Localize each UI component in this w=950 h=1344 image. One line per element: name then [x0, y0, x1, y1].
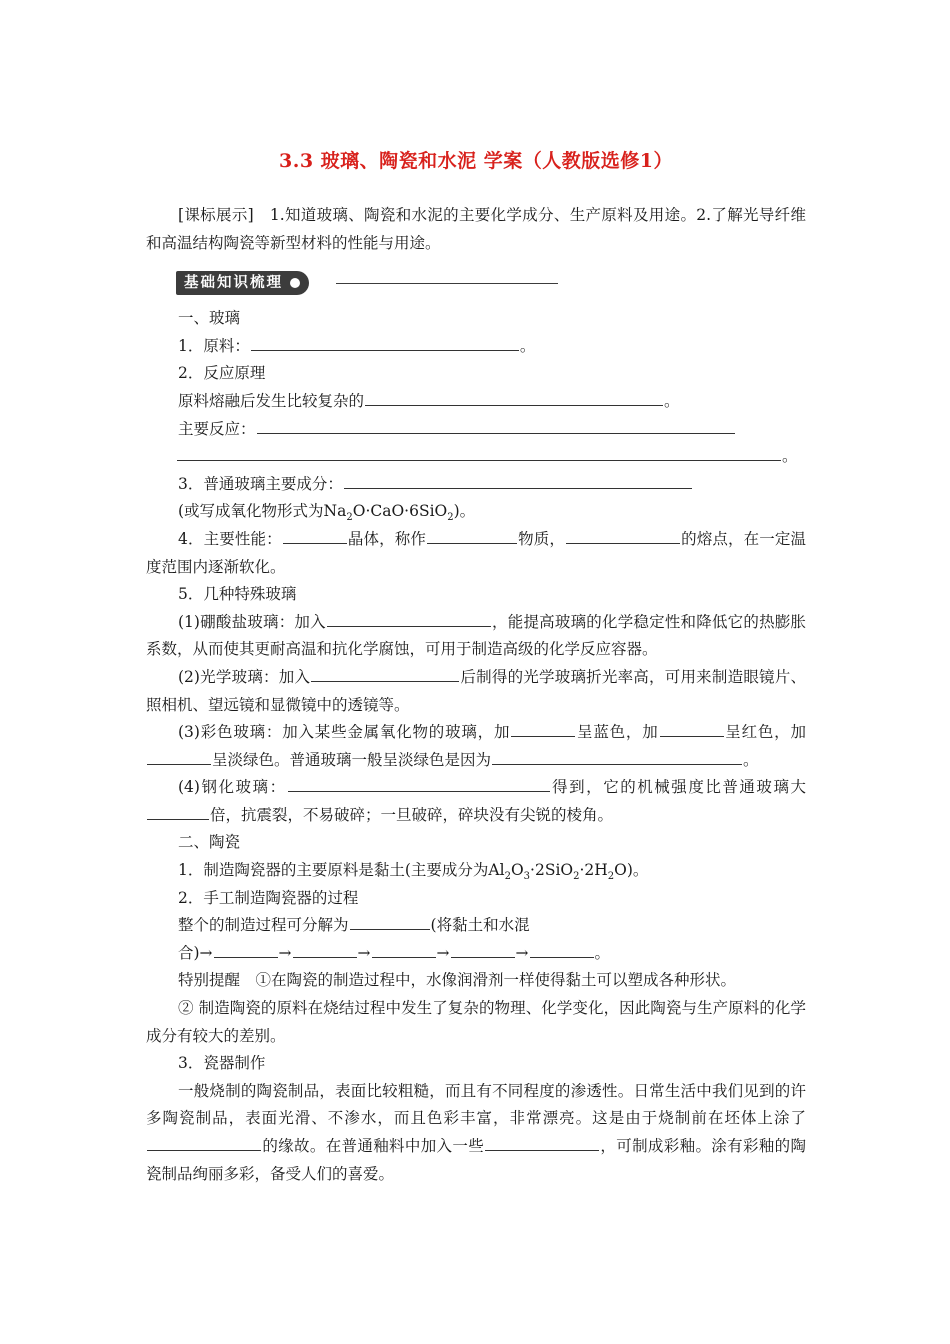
document-title: 3.3 玻璃、陶瓷和水泥 学案（人教版选修1）	[278, 150, 673, 172]
banner-label: 基础知识梳理	[184, 275, 283, 292]
section-banner	[146, 263, 806, 305]
banner-rule	[336, 283, 558, 284]
colored-blank-blue[interactable]	[511, 721, 575, 737]
principle-line1-text: 原料熔融后发生比较复杂的	[178, 391, 365, 410]
raw-materials-blank[interactable]	[251, 335, 519, 351]
clay-mid-1: O	[510, 861, 524, 880]
process-blank-4[interactable]	[451, 942, 515, 958]
principle-main-reaction-cont	[146, 443, 806, 471]
process-blank-5[interactable]	[530, 942, 594, 958]
porcelain-heading: 3．瓷器制作	[178, 1054, 266, 1073]
colored-c: 呈红色，加	[724, 723, 806, 742]
tempered-blank-method[interactable]	[288, 776, 550, 792]
process-line1	[146, 912, 806, 940]
glass-composition	[146, 471, 806, 499]
reminder-tag: 特别提醒	[178, 971, 241, 990]
glass-oxide-form	[146, 498, 806, 526]
properties-a: 4．主要性能：	[178, 529, 282, 548]
colored-b: 呈蓝色，加	[576, 723, 659, 742]
properties-blank-2[interactable]	[427, 528, 517, 544]
clay-sub-1: 2	[504, 871, 511, 883]
process-heading: 2．手工制造陶瓷器的过程	[178, 888, 359, 907]
main-reaction-blank-1[interactable]	[257, 418, 735, 434]
tempered-glass	[146, 774, 806, 829]
process-line2-end: 。	[594, 943, 611, 962]
oxide-form-mid: O·CaO·6SiO	[352, 502, 448, 521]
clay-sub-2: 3	[523, 871, 531, 883]
special-glass-heading: 5．几种特殊玻璃	[178, 585, 297, 604]
process-line1-a: 整个的制造过程可分解为	[178, 916, 349, 935]
colored-e: 。	[743, 750, 759, 769]
borosilicate-glass	[146, 609, 806, 664]
ceramic-heading: 二、陶瓷	[178, 833, 241, 852]
process-line1-b: (将黏土和水混	[430, 916, 530, 935]
properties-blank-1[interactable]	[283, 528, 347, 544]
borosilicate-blank[interactable]	[327, 611, 491, 627]
process-line2-a: 合)→	[178, 943, 213, 962]
intro-tag: [课标展示]	[178, 206, 254, 224]
clay-mid-2: ·2SiO	[530, 861, 574, 880]
borosilicate-a: (1)硼酸盐玻璃：加入	[178, 612, 326, 631]
process-blank-2[interactable]	[293, 942, 357, 958]
porcelain-a: 一般烧制的陶瓷制品，表面比较粗糙，而且有不同程度的渗透性。日常生活中我们见到的许多陶瓷制品，表面光滑、不渗水，而且色彩丰富，非常漂亮。这是由于烧制前在坯体上涂了	[146, 1081, 806, 1128]
colored-a: (3)彩色玻璃：加入某些金属氧化物的玻璃，加	[178, 723, 511, 742]
process-blank-1[interactable]	[214, 942, 278, 958]
borosilicate-b: ，能提高玻璃的化学稳定性和降低它的热膨胀系数，从而使其更耐高温和抗化学腐蚀，可用于制造高级的化学反应容器。	[146, 612, 806, 659]
curriculum-intro	[146, 202, 806, 257]
oxide-sub-na: 2	[346, 512, 353, 524]
process-blank-3[interactable]	[372, 942, 436, 958]
process-arrow-2: →	[357, 943, 371, 962]
composition-blank[interactable]	[344, 473, 692, 489]
glass-properties	[146, 526, 806, 581]
colored-blank-green[interactable]	[147, 749, 211, 765]
optical-glass	[146, 664, 806, 719]
glass-heading: 一、玻璃	[178, 309, 241, 328]
colored-blank-red[interactable]	[660, 721, 724, 737]
banner-dot-icon	[290, 278, 300, 288]
process-arrow-1: →	[278, 943, 292, 962]
clay-mid-3: ·2H	[579, 861, 608, 880]
porcelain-text	[146, 1078, 806, 1188]
process-line2	[146, 940, 806, 968]
main-reaction-end: 。	[782, 447, 798, 466]
principle-heading: 2．反应原理	[178, 364, 266, 383]
optical-a: (2)光学玻璃：加入	[178, 667, 311, 686]
raw-materials-end: 。	[519, 336, 536, 355]
properties-blank-3[interactable]	[566, 528, 680, 544]
process-arrow-3: →	[436, 943, 450, 962]
oxide-form-pre: (或写成氧化物形式为Na	[178, 502, 347, 521]
glass-raw-materials	[146, 333, 806, 361]
main-reaction-label: 主要反应：	[178, 419, 256, 438]
principle-line1	[146, 388, 806, 416]
principle-main-reaction	[146, 416, 806, 444]
optical-blank[interactable]	[311, 666, 459, 682]
tempered-b: 得到，它的机械强度比普通玻璃大	[550, 778, 806, 797]
reminder-one-text: ①在陶瓷的制造过程中，水像润滑剂一样使得黏土可以塑成各种形状。	[255, 971, 737, 990]
reminder-one	[146, 967, 806, 995]
colored-glass	[146, 719, 806, 774]
porcelain-blank-additive[interactable]	[485, 1135, 599, 1151]
properties-b: 晶体，称作	[347, 529, 426, 548]
optical-b: 后制得的光学玻璃折光率高，可用来制造眼镜片、照相机、望远镜和显微镜中的透镜等。	[146, 667, 806, 714]
colored-blank-reason[interactable]	[492, 749, 742, 765]
colored-d: 呈淡绿色。普通玻璃一般呈淡绿色是因为	[212, 750, 492, 769]
composition-label: 3．普通玻璃主要成分：	[178, 474, 343, 493]
clay-sub-4: 2	[607, 871, 615, 883]
principle-reaction-blank[interactable]	[365, 390, 663, 406]
reminder-two: ② 制造陶瓷的原料在烧结过程中发生了复杂的物理、化学变化，因此陶瓷与生产原料的化学成分有较大的差别。	[146, 999, 806, 1045]
oxide-sub-si: 2	[447, 512, 454, 524]
raw-materials-label: 1．原料：	[178, 336, 250, 355]
main-reaction-blank-2[interactable]	[177, 445, 781, 461]
principle-line1-end: 。	[664, 391, 680, 410]
tempered-blank-times[interactable]	[147, 804, 209, 820]
porcelain-blank-glaze[interactable]	[147, 1135, 261, 1151]
banner-label-box	[176, 271, 309, 295]
tempered-c: 倍，抗震裂，不易破碎；一旦破碎，碎块没有尖锐的棱角。	[210, 805, 614, 824]
properties-c: 物质，	[517, 529, 565, 548]
porcelain-c: ，可制成彩釉。涂有彩釉的陶瓷制品绚丽多彩，备受人们的喜爱。	[146, 1137, 806, 1183]
process-blank-0[interactable]	[350, 914, 430, 930]
document-body	[146, 202, 806, 1188]
tempered-a: (4)钢化玻璃：	[178, 778, 287, 797]
porcelain-b: 的缘故。在普通釉料中加入一些	[262, 1137, 485, 1155]
properties-d: 的熔点，在一定温度范围内逐渐软化。	[146, 529, 806, 576]
oxide-form-end: )。	[453, 502, 476, 521]
process-arrow-4: →	[515, 943, 529, 962]
intro-text: 1.知道玻璃、陶瓷和水泥的主要化学成分、生产原料及用途。2.了解光导纤维和高温结构陶瓷等新型材料的性能与用途。	[146, 206, 806, 252]
ceramic-clay	[146, 857, 806, 885]
clay-pre: 1．制造陶瓷器的主要原料是黏土(主要成分为Al	[178, 861, 505, 880]
clay-sub-3: 2	[573, 871, 580, 883]
clay-end: O)。	[614, 861, 649, 880]
